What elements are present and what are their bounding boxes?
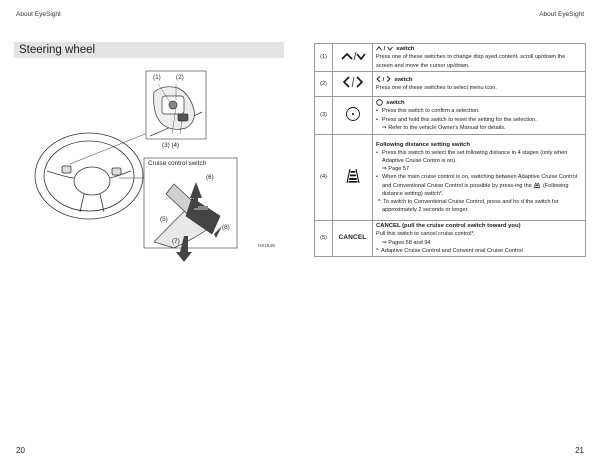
row-bullet: • Press this switch to confirm a selection. <box>376 107 582 115</box>
table-row <box>315 221 586 257</box>
row-reference: ⇒ Refer to the vehicle Owner's Manual for details. <box>382 124 506 131</box>
title-separator: / <box>383 46 386 53</box>
circle-dot-icon <box>333 97 373 135</box>
steering-wheel-drawing <box>35 133 143 219</box>
row-bullet <box>376 173 582 197</box>
row-description <box>373 221 586 257</box>
row-description <box>373 72 586 97</box>
section-title: Steering wheel <box>14 42 284 58</box>
row-bullet: • Press and hold this switch to reset the setting for the selection. <box>376 116 582 124</box>
cancel-text: CANCEL <box>338 234 367 242</box>
row-description <box>373 135 586 221</box>
title-separator: / <box>382 76 385 83</box>
circle-icon <box>376 99 383 106</box>
figure-label-6: (6) <box>206 174 214 181</box>
row-title <box>376 45 582 53</box>
row-reference: ⇒ Pages 58 and 94 <box>382 239 431 246</box>
row-text: Press one of these switches to change disp ayed content, scroll up/down the screen and move the cursor up/down. <box>376 54 566 69</box>
row-title: Following distance setting switch <box>376 142 470 149</box>
figure-code: H01849 <box>258 244 275 249</box>
row-text: Pull this switch to cancel cruise control*. <box>376 231 476 238</box>
row-number: (1) <box>315 44 333 72</box>
table-row <box>315 44 586 72</box>
figure-label-7: (7) <box>172 238 180 245</box>
table-row <box>315 97 586 135</box>
figure-label-3-4: (3) (4) <box>162 142 180 149</box>
title-suffix: switch <box>386 100 405 107</box>
steering-wheel-figure <box>14 66 304 266</box>
up-down-chevrons-icon <box>333 44 373 72</box>
row-bullet: • Press this switch to select the set following distance in 4 stages (only when Adaptive Cruise Contro is on). <box>376 149 582 165</box>
row-description <box>373 44 586 72</box>
table-row <box>315 135 586 221</box>
running-head-right: About EyeSight <box>539 11 584 18</box>
chevron-down-icon <box>387 46 393 51</box>
row-description <box>373 97 586 135</box>
switch-table <box>314 43 586 257</box>
following-distance-icon <box>333 135 373 221</box>
row-title <box>376 99 582 107</box>
row-title <box>376 76 582 84</box>
row-reference: ⇒ Page 57 <box>382 166 410 173</box>
bullet-text-part: When the main cruise control is on, switching between Adaptive Cruise Control and Conventional Cruise Control is possible by press-ing the <box>382 174 577 189</box>
row-title: CANCEL (pull the cruise control switch toward you) <box>376 223 521 230</box>
row-number: (2) <box>315 72 333 97</box>
row-note: *: Adaptive Cruise Control and Convent onal Cruise Control <box>376 247 523 254</box>
chevron-up-icon <box>376 46 382 51</box>
page-number-left: 20 <box>16 446 25 455</box>
chevron-left-icon <box>376 76 381 82</box>
figure-label-1: (1) <box>153 74 161 81</box>
chevron-right-icon <box>386 76 391 82</box>
row-number: (3) <box>315 97 333 135</box>
following-distance-icon <box>533 182 541 189</box>
figure-label-8: (8) <box>222 224 230 231</box>
cancel-label <box>333 221 373 257</box>
row-note: *: To switch to Conventional Cruise Control, press and ho d the switch for approximately 2 seconds or longer. <box>378 198 559 213</box>
running-head-left: About EyeSight <box>16 11 61 18</box>
page-number-right: 21 <box>575 446 584 455</box>
bullet-text-part: (Following distance setting) switch*. <box>382 182 569 197</box>
left-right-chevrons-icon <box>333 72 373 97</box>
table-row <box>315 72 586 97</box>
title-suffix: switch <box>396 46 415 53</box>
row-number: (4) <box>315 135 333 221</box>
row-text: Press one of these switches to select menu icon. <box>376 85 497 91</box>
title-suffix: switch <box>394 76 413 83</box>
figure-label-5: (5) <box>160 216 168 223</box>
figure-label-2: (2) <box>176 74 184 81</box>
figure-cruise-label: Cruise control switch <box>148 160 207 167</box>
row-number: (5) <box>315 221 333 257</box>
